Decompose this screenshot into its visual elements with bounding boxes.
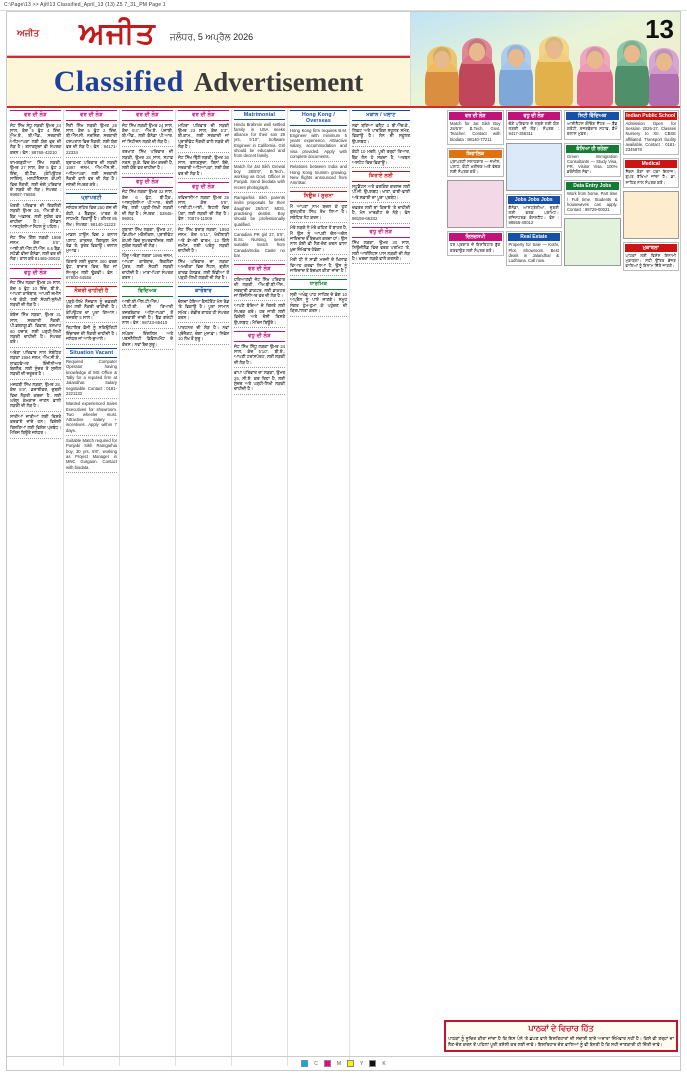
reader-notice-wrap xyxy=(444,1017,678,1052)
classified-ad-text: ਹਰਿਆਣਵੀ ਜੱਟ ਸਿੱਖ ਪਰਿਵਾਰ ਦੀ ਲੜਕੀ, ਐੱਮ.ਬੀ.ਬੀ.ਐੱਸ., ਸਰਕਾਰੀ ਡਾਕਟਰ, ਲਈ ਡਾਕਟਰ ਜਾਂ ਇੰਜੀਨੀਅਰ ਵਰ ਦੀ ਲੋੜ ਹੈ। xyxy=(234,276,285,299)
classified-ad-text: ਜੱਟ ਸਿੱਖ ਲੜਕਾ ਉਮਰ 29 ਸਾਲ, ਕੱਦ 5 ਫੁੱਟ 10 ਇੰਚ, ਬੀ.ਏ., ਆਪਣਾ ਕਾਰੋਬਾਰ, ਆਪਣੀ ਜ਼ਮੀਨ ਅਤੇ ਕੋਠੀ, ਲਈ ਸੋਹਣੀ-ਸੁਨੱਖੀ ਲੜਕੀ ਦੀ ਲੋੜ ਹੈ। xyxy=(10,280,61,307)
ad-separator xyxy=(290,187,347,188)
edge-marker: CMYK xyxy=(8,132,13,144)
block-heading: Matrimonial xyxy=(234,110,285,120)
classified-block xyxy=(178,286,229,344)
display-ad-title: ਦਿਲਚਸਪੀ xyxy=(449,233,502,241)
classified-ad-text: ਲੁਬਾਣਾ ਸਿੱਖ ਲੜਕਾ, ਉਮਰ 27, ਡਿਪਲੋਮਾ ਮਕੈਨੀਕਲ, ਪ੍ਰਾਈਵੇਟ ਕੰਪਨੀ ਵਿਚ ਸੁਪਰਵਾਈਜ਼ਰ, ਲਈ ਸੁਯੋਗ ਲੜਕੀ ਦੀ ਲੋੜ। xyxy=(122,226,173,248)
ad-separator xyxy=(10,438,61,439)
swatch-yellow xyxy=(347,1060,354,1067)
column-col3 xyxy=(120,110,176,1066)
page-number: 13 xyxy=(645,14,674,44)
ad-separator xyxy=(122,224,173,225)
illustration-figure-2 xyxy=(459,54,495,106)
ad-separator xyxy=(290,222,347,223)
classified-ad-text: ਬ੍ਰਾਹਮਣ ਪਰਿਵਾਰ ਦੀ ਲੜਕੀ 1997 ਜਨਮ, ਐੱਮ.ਐੱਸ.ਸੀ., ਅਧਿਆਪਕਾ, ਲਈ ਸਰਕਾਰੀ ਨੌਕਰੀ ਵਾਲੇ ਵਰ ਦੀ ਲੋੜ ਹੈ। ਜਲਦੀ ਸੰਪਰਕ ਕਰੋ। xyxy=(66,159,117,187)
ad-separator xyxy=(122,146,173,147)
classified-ad-text: ਸਾਰੀਆਂ ਜਾਤੀਆਂ ਲਈ ਰਿਸ਼ਤੇ ਕਰਵਾਏ ਜਾਂਦੇ ਹਨ। ਵਿਦੇਸ਼ੀ ਰਿਸ਼ਤਿਆਂ ਲਈ ਵਿਸ਼ੇਸ਼ ਪ੍ਰਬੰਧ। ਮੈਰਿਜ ਬਿਊਰੋ ਜਲੰਧਰ। xyxy=(10,413,61,436)
classified-ad-text: ਅਰੋੜਾ ਪਰਿਵਾਰ ਨਾਲ ਸੰਬੰਧਿਤ ਲੜਕਾ 1994 ਜਨਮ, ਐੱਮ.ਸੀ.ਏ., ਸਾਫ਼ਟਵੇਅਰ ਇੰਜੀਨੀਅਰ ਬੰਗਲੌਰ, ਲਈ ਸੁੰਦਰ ਤੇ ਸੁਸ਼ੀਲ ਲੜਕੀ ਦੀ ਜ਼ਰੂਰਤ ਹੈ। xyxy=(10,349,61,377)
ad-separator xyxy=(66,157,117,158)
block-heading: ਵਧੂ ਦੀ ਲੋੜ xyxy=(352,227,410,238)
classified-block xyxy=(234,331,285,395)
classified-ad-text: ਜੱਟ ਸਿੱਖ ਲੜਕਾ ਉਮਰ 32 ਸਾਲ, ਕੱਦ 6 ਫੁੱਟ, ਬੀ.ਟੈੱਕ., ਆਸਟ੍ਰੇਲੀਆ ਪੀ.ਆਰ., ਚੰਗੀ ਜੌਬ, ਲਈ ਪੜ੍ਹੀ-ਲਿਖੀ ਲੜਕੀ ਦੀ ਲੋੜ ਹੈ। ਸੰਪਰਕ : 62845-99001 xyxy=(122,189,173,222)
column-col6 xyxy=(288,110,350,1066)
page-sheet xyxy=(6,11,681,1071)
classified-ad-text: ਆਈ.ਈ.ਐੱਲ.ਟੀ.ਐੱਸ./ਪੀ.ਟੀ.ਈ. ਦੀ ਤਿਆਰੀ ਤਜਰਬੇਕਾਰ ਅਧਿਆਪਕਾਂ ਤੋਂ ਕਰਵਾਈ ਜਾਂਦੀ ਹੈ। ਬੈਂਡ ਗਰੰਟੀ ਨਾਲ। ਫੋਨ : 98723-65410 xyxy=(122,298,173,326)
classified-ad-text: ਪੜ੍ਹੇ-ਲਿਖੇ ਨੌਜਵਾਨ ਨੂੰ ਦਫ਼ਤਰੀ ਕੰਮ ਲਈ ਨੌਕਰੀ ਚਾਹੀਦੀ ਹੈ। ਕੰਪਿਊਟਰ ਦਾ ਪੂਰਾ ਗਿਆਨ। ਤਜਰਬਾ 5 ਸਾਲ। xyxy=(66,298,117,321)
masthead-title-row xyxy=(7,12,410,56)
color-ad-graphic[interactable] xyxy=(506,143,563,191)
ad-separator xyxy=(234,260,285,261)
ad-separator xyxy=(66,398,117,399)
display-ad-title: Jobs Jobs Jobs xyxy=(508,196,561,204)
block-heading: ਵਿਦਿਅਕ xyxy=(122,286,173,297)
display-ad-title: ਵਧੂ ਦੀ ਲੋੜ xyxy=(508,112,561,120)
display-ad-title: ਸ਼ਿਵਾਲਿਕ xyxy=(449,150,502,158)
ad-separator xyxy=(352,263,410,264)
display-ad[interactable] xyxy=(623,110,680,155)
classified-block xyxy=(178,182,229,283)
block-heading: ਵਰ ਦੀ ਲੋੜ xyxy=(66,110,117,121)
classified-block xyxy=(122,177,173,284)
column-col4 xyxy=(176,110,232,1066)
ad-separator xyxy=(10,309,61,310)
classified-ad-text: ਹਿੰਦੂ ਅਰੋੜਾ ਲੜਕਾ 1995 ਜਨਮ, ਆਪਣਾ ਕਾਰੋਬਾਰ, ਇਕਲੌਤਾ ਪੁੱਤਰ, ਲਈ ਸੋਹਣੀ ਲੜਕੀ ਚਾਹੀਦੀ ਹੈ। ਮਾਤਾ-ਪਿਤਾ ਸੰਪਰਕ ਕਰਨ। xyxy=(122,253,173,280)
classified-ad-text: Hong Kong firm requires B.M. Engineer with minimum 5 years experience. Attractive salary, accommodation and visa provided. Apply with complete documents. xyxy=(290,127,347,159)
classified-ad-text: ਆਪਣੇ ਬੱਚਿਆਂ ਦੇ ਰਿਸ਼ਤੇ ਲਈ ਸੰਪਰਕ ਕਰੋ। ਹਰ ਜਾਤੀ ਲਈ ਵਿਦੇਸ਼ੀ ਅਤੇ ਦੇਸੀ ਰਿਸ਼ਤੇ ਉਪਲਬਧ। ਮੈਰਿਜ ਬਿਊਰੋ। xyxy=(234,303,285,325)
classified-ad-text: ਨਵਾਂ ਬਣਿਆ ਫਲੈਟ 3 ਬੀ.ਐੱਚ.ਕੇ., ਲਿਫ਼ਟ ਅਤੇ ਪਾਰਕਿੰਗ ਸਹੂਲਤ ਸਮੇਤ, ਵਿਕਾਊ ਹੈ। ਲੋਨ ਦੀ ਸਹੂਲਤ ਉਪਲਬਧ। xyxy=(352,122,410,144)
ad-separator xyxy=(234,300,285,301)
ad-separator xyxy=(290,254,347,255)
block-heading: ਵਧੂ ਦੀ ਲੋੜ xyxy=(122,177,173,188)
ad-rail-column-3 xyxy=(564,110,621,274)
ad-separator xyxy=(352,202,410,203)
ad-separator xyxy=(178,322,229,323)
display-ad-title: ਕੰਨਿਆ ਹੀ ਰਹੇਗਾ xyxy=(566,145,619,153)
display-ad-title: Real Estate xyxy=(508,233,561,241)
block-heading: ਨੌਕਰੀ ਚਾਹੀਦੀ ਹੈ xyxy=(66,286,117,297)
swatch-label-k: K xyxy=(382,1060,386,1067)
block-heading: ਵਰ ਦੀ ਲੋੜ xyxy=(234,264,285,275)
classified-block xyxy=(234,110,285,261)
classified-block xyxy=(290,191,347,276)
classified-ad-text: ਸਪੋਕਨ ਇੰਗਲਿਸ਼ ਅਤੇ ਪਰਸਨੈਲਿਟੀ ਡਿਵੈਲਪਮੈਂਟ ਦੇ ਕੋਰਸ। ਨਵਾਂ ਬੈਚ ਸ਼ੁਰੂ। xyxy=(122,330,173,347)
ad-separator xyxy=(122,173,173,174)
display-ad-body: ਹਰ ਪ੍ਰਕਾਰ ਦੇ ਇਸ਼ਤਿਹਾਰ ਬੁੱਕ ਕਰਵਾਉਣ ਲਈ ਸੰਪਰਕ ਕਰੋ। xyxy=(450,242,501,253)
classified-block xyxy=(352,110,410,168)
classified-ad-text: ਜੱਟ ਸਿੱਖ ਗਿੱਲ ਲੜਕੀ 1998 ਜਨਮ, ਕੱਦ 5'5", ਆਈ.ਈ.ਐੱਲ.ਟੀ.ਐੱਸ. 6.5 ਬੈਂਡ, ਸਟੱਡੀ ਵੀਜ਼ਾ ਕੈਨੇਡਾ, ਲਈ ਵਰ ਦੀ ਲੋੜ। ਕਾਲ ਕਰੋ 81465-30022 xyxy=(10,234,61,262)
display-ad-body: ਚੰਗੇ ਪਰਿਵਾਰ ਦੇ ਲੜਕੇ ਲਈ ਯੋਗ ਲੜਕੀ ਦੀ ਲੋੜ। ਸੰਪਰਕ : 9417-256311 xyxy=(508,121,559,137)
classified-block xyxy=(178,110,229,179)
block-heading: ਵਧੂ ਦੀ ਲੋੜ xyxy=(178,182,229,193)
ad-separator xyxy=(178,178,229,179)
ad-separator xyxy=(122,349,173,350)
display-ad-title: ਮੁਕਾਬਲਾ xyxy=(625,244,678,252)
issue-date: ਜਲੰਧਰ, 5 ਅਪ੍ਰੈਲ 2026 xyxy=(169,32,254,42)
display-ad[interactable] xyxy=(506,231,563,266)
masthead-left xyxy=(7,12,411,106)
classified-ad-text: Hindu Brahmin well settled family in USA seeks alliance for their son 29 yrs, 5'10", Software Engineer in California. Girl should be educated and from decent family. xyxy=(234,121,285,159)
masthead xyxy=(7,12,680,108)
reader-notice-title: ਪਾਠਕਾਂ ਦੇ ਵਿਚਾਰ ਹਿੱਤ xyxy=(528,1024,594,1033)
ad-separator xyxy=(66,344,117,345)
classified-ad-text: ਜੱਟ ਸਿੱਖ ਬਰਾੜ ਲੜਕਾ, 1993 ਜਨਮ, ਕੱਦ 5'11", ਖੇਤੀਬਾੜੀ ਅਤੇ ਡੇਅਰੀ ਫਾਰਮ, 12 ਕਿੱਲੇ ਜ਼ਮੀਨ, ਲਈ ਘਰੇਲੂ ਲੜਕੀ ਚਾਹੀਦੀ ਹੈ। xyxy=(178,226,229,254)
paper-name: ਅਜੀਤ xyxy=(79,16,156,50)
display-ad-body: ਪ੍ਰਾਪਰਟੀ ਸਲਾਹਕਾਰ — ਜ਼ਮੀਨ, ਪਲਾਟ, ਕੋਠੀ ਖ਼ਰੀਦਣ ਅਤੇ ਵੇਚਣ ਲਈ ਸੰਪਰਕ ਕਰੋ। xyxy=(450,158,501,175)
classified-ad-text: ਰਿਟਾਇਰ ਫ਼ੌਜੀ ਨੂੰ ਸਕਿਉਰਿਟੀ ਇੰਚਾਰਜ ਦੀ ਨੌਕਰੀ ਚਾਹੀਦੀ ਹੈ। ਜਲੰਧਰ ਜਾਂ ਆਲੇ-ਦੁਆਲੇ। xyxy=(66,325,117,342)
ad-separator xyxy=(290,316,347,317)
classified-ad-text: ਸਿੱਖ ਲੜਕਾ, ਉਮਰ 30 ਸਾਲ, ਨਿਊਜ਼ੀਲੈਂਡ ਵਿਚ ਵਰਕ ਪਰਮਿਟ 'ਤੇ, ਲਈ ਆਈਲੈਟਸ ਪਾਸ ਲੜਕੀ ਦੀ ਲੋੜ ਹੈ। ਖ਼ਰਚਾ ਲੜਕੇ ਵਾਲੇ ਕਰਨਗੇ। xyxy=(352,239,410,261)
ad-separator xyxy=(66,282,117,283)
ad-separator xyxy=(290,275,347,276)
block-heading: ਮਕਾਨ / ਪਲਾਟ xyxy=(352,110,410,121)
ad-separator xyxy=(10,264,61,265)
column-col7 xyxy=(350,110,412,1066)
display-ad-body: Property for Sale — Kothi, Plot, Showroom. Best deals in Jalandhar & Ludhiana. Call now. xyxy=(508,242,559,264)
ad-separator xyxy=(352,167,410,168)
classified-ad-text: ਮੇਰੀ ਧੀ ਨੇ ਸਾਡੀ ਮਰਜ਼ੀ ਦੇ ਖ਼ਿਲਾਫ਼ ਵਿਆਹ ਕਰਵਾ ਲਿਆ ਹੈ, ਉਸ ਨੂੰ ਜਾਇਦਾਦ ਤੋਂ ਬੇਦਖ਼ਲ ਕੀਤਾ ਜਾਂਦਾ ਹੈ। xyxy=(290,257,347,274)
classified-ad-text: Wanted experienced Sales Executives for showroom. Two wheeler must. Attractive salary + incentives. Apply within 7 days. xyxy=(66,401,117,433)
classified-ad-text: ਸੈਣੀ ਸਿੱਖ ਲੜਕੀ ਉਮਰ 26 ਸਾਲ, ਕੱਦ 5 ਫੁੱਟ 2 ਇੰਚ, ਬੀ.ਐੱਸ.ਸੀ. ਨਰਸਿੰਗ, ਸਰਕਾਰੀ ਹਸਪਤਾਲ ਵਿਚ ਨੌਕਰੀ, ਲਈ ਯੋਗ ਵਰ ਦੀ ਲੋੜ ਹੈ। ਫੋਨ : 94171-22334 xyxy=(66,122,117,155)
display-ad-body: ਆਈਲੈਟਸ ਕੋਚਿੰਗ ਸੈਂਟਰ — ਬੈਂਡ ਗਰੰਟੀ, ਤਜਰਬੇਕਾਰ ਸਟਾਫ਼, ਡੈਮੋ ਕਲਾਸ ਮੁਫ਼ਤ। xyxy=(567,121,618,137)
ad-separator xyxy=(178,282,229,283)
display-ad-body: Work from home. Part time / Full time. Students & housewives can apply. Contact : 98729-00021 xyxy=(567,191,618,213)
ad-rail-column-2 xyxy=(506,110,563,274)
classified-block xyxy=(352,171,410,224)
swatch-label-c: C xyxy=(314,1060,318,1067)
block-heading: ਵਰ ਦੀ ਲੋੜ xyxy=(178,110,229,121)
color-bar xyxy=(7,1056,680,1070)
classified-ad-text: ਪਾਰਟਨਰ ਦੀ ਲੋੜ ਹੈ। ਨਵਾਂ ਪ੍ਰੋਜੈਕਟ, ਚੰਗਾ ਮੁਨਾਫ਼ਾ। ਨਿਵੇਸ਼ 10 ਲੱਖ ਤੋਂ ਸ਼ੁਰੂ। xyxy=(178,325,229,342)
display-ad[interactable] xyxy=(623,242,680,272)
illustration-figure-5 xyxy=(577,62,613,106)
column-col5 xyxy=(232,110,288,1066)
illustration-figure-4 xyxy=(535,52,573,106)
display-ad[interactable] xyxy=(506,194,563,229)
classified-ad-text: ਜੱਟ ਸਿੱਖ ਸੰਧੂ ਲੜਕੀ ਉਮਰ 24 ਸਾਲ, ਕੱਦ 5 ਫੁੱਟ 4 ਇੰਚ, ਐਮ.ਏ., ਬੀ.ਐੱਡ., ਸਰਕਾਰੀ ਅਧਿਆਪਕਾ ਲਈ ਯੋਗ ਵਰ ਦੀ ਲੋੜ ਹੈ। ਤਲਾਕਸ਼ੁਦਾ ਵੀ ਸੰਪਰਕ ਕਰਨ। ਫੋਨ : 98765-43210 xyxy=(10,122,61,155)
ad-separator xyxy=(66,322,117,323)
classified-block xyxy=(66,348,117,473)
classified-block xyxy=(10,110,61,265)
swatch-label-m: M xyxy=(336,1060,342,1067)
display-ad-title: ਸਿਟੀ ਵਿੱਦਿਅਕ xyxy=(566,112,619,120)
block-heading: ਵਰ ਦੀ ਲੋੜ xyxy=(10,110,61,121)
ad-rail-column-1 xyxy=(447,110,504,274)
ad-separator xyxy=(234,229,285,230)
classified-block xyxy=(290,110,347,188)
classified-ad-text: ਭਾਪਾ ਪਰਿਵਾਰ ਦਾ ਲੜਕਾ, ਉਮਰ 25, ਸੀ.ਏ. ਕਰ ਰਿਹਾ ਹੈ, ਲਈ ਸੁੰਦਰ ਅਤੇ ਪੜ੍ਹੀ-ਲਿਖੀ ਲੜਕੀ ਚਾਹੀਦੀ ਹੈ। xyxy=(234,370,285,392)
classified-ad-text: ਜੱਟ ਸਿੱਖ ਢਿੱਲੋਂ ਲੜਕੀ, ਉਮਰ 30 ਸਾਲ, ਤਲਾਕਸ਼ੁਦਾ, ਬਿਨਾਂ ਬੱਚੇ, ਸਰਕਾਰੀ ਅਧਿਆਪਕਾ, ਲਈ ਯੋਗ ਵਰ ਦੀ ਲੋੜ ਹੈ। xyxy=(178,154,229,176)
ad-separator xyxy=(234,367,285,368)
display-ad[interactable] xyxy=(447,148,504,178)
paper-badge: ਅਜੀਤ xyxy=(17,28,40,38)
classified-ad-text: ਤਰਖਾਣ ਸਿੱਖ ਪਰਿਵਾਰ ਦੀ ਲੜਕੀ, ਉਮਰ 28 ਸਾਲ, ਸਟਾਫ਼ ਨਰਸ, ਯੂ.ਕੇ. ਵਿਚ ਕੰਮ ਕਰਦੀ ਹੈ, ਲਈ ਯੋਗ ਵਰ ਚਾਹੀਦਾ ਹੈ। xyxy=(122,149,173,171)
classified-ad-text: Suitable Match required for Punjabi Sikh Ramgarhia boy, 30 yrs, 5'8", working as Project Manager in MNC Gurgaon. Contact with biodata. xyxy=(66,438,117,470)
masthead-illustration xyxy=(411,12,680,106)
display-ad-body: ਕੈਨੇਡਾ, ਆਸਟ੍ਰੇਲੀਆ, ਦੁਬਈ ਲਈ ਵਰਕ ਪਰਮਿਟ। ਰਜਿਸਟਰਡ ਕੰਸਲਟੈਂਟ। ਫੋਨ : 98555-40012 xyxy=(508,204,559,226)
ad-separator xyxy=(66,256,117,257)
classified-ad-text: ਚੱਲਦਾ ਹੋਇਆ ਰੈਸਟੋਰੈਂਟ ਮੇਨ ਰੋਡ 'ਤੇ ਵਿਕਾਊ ਹੈ। ਪੂਰਾ ਸਾਮਾਨ ਸਮੇਤ। ਗੰਭੀਰ ਗਾਹਕ ਹੀ ਸੰਪਰਕ ਕਰਨ। xyxy=(178,298,229,321)
color-ad-graphic[interactable] xyxy=(623,191,680,239)
illustration-figure-3 xyxy=(499,60,533,106)
illustration-figure-6 xyxy=(615,56,649,106)
classified-ad-text: ਜੱਟ ਸਿੱਖ ਸਿੱਧੂ ਲੜਕਾ ਉਮਰ 34 ਸਾਲ, ਕੱਦ 5'10", ਬੀ.ਏ., ਆਪਣੀ ਟਰਾਂਸਪੋਰਟ, ਲਈ ਲੜਕੀ ਦੀ ਲੋੜ ਹੈ। xyxy=(234,343,285,365)
ad-rail-column-4 xyxy=(623,110,680,274)
display-ad[interactable] xyxy=(623,158,680,188)
display-ad[interactable] xyxy=(564,180,621,215)
block-heading: ਵਧੂ ਦੀ ਲੋੜ xyxy=(10,268,61,279)
color-ad-graphic[interactable] xyxy=(564,218,621,266)
classified-ad-text: Required Computer Operator having knowledge of MS Office & Tally for a reputed firm at Jalandhar. Salary negotiable. Contact : 0181-2221133 xyxy=(66,359,117,396)
ad-separator xyxy=(10,200,61,201)
block-heading: ਕਿਰਾਏ ਲਈ xyxy=(352,171,410,182)
classified-ad-text: ਮਜ਼ਹਬੀ ਸਿੱਖ ਲੜਕਾ, ਉਮਰ 28, ਕੱਦ 5'9", ਡਰਾਈਵਰ, ਦੁਬਈ ਵਿਚ ਨੌਕਰੀ ਕਰਦਾ ਹੈ, ਲਈ ਘਰੇਲੂ ਕੰਮਕਾਜ ਜਾਣਨ ਵਾਲੀ ਲੜਕੀ ਦੀ ਲੋੜ ਹੈ। xyxy=(10,381,61,409)
ad-separator xyxy=(178,344,229,345)
classified-ad-text: ਰਵਿਦਾਸੀਆ ਲੜਕਾ ਉਮਰ 26 ਸਾਲ, ਕੱਦ 5'8", ਆਈ.ਟੀ.ਆਈ., ਇਟਲੀ ਵਿਚ ਪੱਕਾ, ਲਈ ਲੜਕੀ ਦੀ ਲੋੜ ਹੈ। ਫੋਨ : 70874-11009 xyxy=(178,194,229,222)
classified-banner xyxy=(7,56,410,106)
ad-separator xyxy=(290,161,347,162)
classified-ad-text: ਰਾਮਗੜ੍ਹੀਆ ਸਿੱਖ ਲੜਕੀ, ਉਮਰ 27 ਸਾਲ, ਕੱਦ 5 ਫੁੱਟ 3 ਇੰਚ, ਬੀ.ਟੈੱਕ. (ਕੰਪਿਊਟਰ ਸਾਇੰਸ), ਮਲਟੀਨੈਸ਼ਨਲ ਕੰਪਨੀ ਵਿਚ ਨੌਕਰੀ, ਲਈ ਚੰਗੇ ਪਰਿਵਾਰ ਦੇ ਲੜਕੇ ਦੀ ਲੋੜ। ਸੰਪਰਕ : 99887-76655 xyxy=(10,159,61,198)
ad-separator xyxy=(178,256,229,257)
display-ad[interactable] xyxy=(447,110,504,145)
classified-ad-text: ਮੇਰੇ ਲੜਕੇ ਨੇ ਮੇਰੇ ਕਹਿਣ ਤੋਂ ਬਾਹਰ ਹੈ, ਮੈਂ ਉਸ ਨੂੰ ਆਪਣੀ ਚੱਲ-ਅਚੱਲ ਜਾਇਦਾਦ ਤੋਂ ਬੇਦਖ਼ਲ ਕਰਦਾ ਹਾਂ। ਉਸ ਨਾਲ ਕੋਈ ਵੀ ਲੈਣ-ਦੇਣ ਕਰਨ ਵਾਲਾ ਖ਼ੁਦ ਜ਼ਿੰਮੇਵਾਰ ਹੋਵੇਗਾ। xyxy=(290,225,347,252)
illustration-figure-7 xyxy=(649,64,679,106)
ad-separator xyxy=(10,157,61,158)
classified-ad-text: ਜੱਟ ਸਿੱਖ ਲੜਕੀ ਉਮਰ 24 ਸਾਲ, ਕੱਦ 5'4", ਐੱਮ.ਏ. ਪੰਜਾਬੀ, ਬੀ.ਐੱਡ., ਲਈ ਕੈਨੇਡਾ ਪੀ.ਆਰ. ਜਾਂ ਸਿਟੀਜ਼ਨ ਲੜਕੇ ਦੀ ਲੋੜ ਹੈ। xyxy=(122,122,173,144)
classified-block xyxy=(66,110,117,190)
ad-separator xyxy=(178,224,229,225)
classified-ad-text: ਕੰਬੋਜ ਸਿੱਖ ਲੜਕਾ, ਉਮਰ 31 ਸਾਲ, ਸਰਕਾਰੀ ਨੌਕਰੀ, ਪੀ.ਡਬਲਯੂ.ਡੀ. ਵਿਭਾਗ, ਤਨਖਾਹ 60 ਹਜ਼ਾਰ, ਲਈ ਪੜ੍ਹੀ-ਲਿਖੀ ਲੜਕੀ ਚਾਹੀਦੀ ਹੈ। ਸੰਪਰਕ ਕਰੋ। xyxy=(10,312,61,345)
classified-block xyxy=(122,286,173,350)
classified-block xyxy=(352,227,410,264)
ad-separator xyxy=(234,192,285,193)
block-heading: Hong Kong / Overseas xyxy=(290,110,347,126)
ad-separator xyxy=(66,189,117,190)
banner-advertisement: Advertisement xyxy=(193,66,364,97)
classified-ad-text: ਕਿਰਾਏ ਲਈ ਦੁਕਾਨ 300 ਵਰਗ ਫੁੱਟ, ਬਾਜ਼ਾਰ ਵਿਚ, ਬੈਂਕ ਜਾਂ ਸ਼ੋਅਰੂਮ ਲਈ ਢੁੱਕਵੀਂ। ਫੋਨ : 97800-44556 xyxy=(66,258,117,280)
block-heading: ਕਾਰੋਬਾਰ xyxy=(178,286,229,297)
advertisement-rail xyxy=(445,110,679,274)
column-col1 xyxy=(8,110,64,1066)
classified-ad-text: ਮਾਡਲ ਟਾਊਨ ਵਿਚ 2 ਕਨਾਲ ਪਲਾਟ, ਕਾਰਨਰ, ਬਿਲਕੁਲ ਮੇਨ ਰੋਡ 'ਤੇ, ਤੁਰੰਤ ਵਿਕਾਊ। ਦਲਾਲ ਮੁਆਫ਼। xyxy=(66,232,117,254)
ad-separator xyxy=(352,146,410,147)
classified-ad-text: ਮਹਿਰਾ ਪਰਿਵਾਰ ਦੀ ਲੜਕੀ ਉਮਰ 23 ਸਾਲ, ਕੱਦ 5'3", ਬੀ.ਕਾਮ., ਲਈ ਸਰਕਾਰੀ ਜਾਂ ਪ੍ਰਾਈਵੇਟ ਨੌਕਰੀ ਵਾਲੇ ਲੜਕੇ ਦੀ ਲੋੜ ਹੈ। xyxy=(178,122,229,150)
block-heading: ਵਧੂ ਦੀ ਲੋੜ xyxy=(234,331,285,342)
ad-separator xyxy=(122,328,173,329)
display-ad-body: ਸੈਕਸ ਰੋਗਾਂ ਦਾ ਪੱਕਾ ਇਲਾਜ। ਗੁਪਤ ਰੱਖਿਆ ਜਾਂਦਾ ਹੈ। ਡਾ. ਸਾਹਿਬ ਨਾਲ ਸੰਪਰਕ ਕਰੋ। xyxy=(625,169,676,185)
ad-separator xyxy=(66,435,117,436)
ad-separator xyxy=(122,250,173,251)
ad-separator xyxy=(10,411,61,412)
ad-separator xyxy=(234,161,285,162)
print-header: C:\Page\13 >> Ajit\13 Classified_April_13 (13) Z5 7_31_PM Page 1 xyxy=(0,0,687,11)
reader-notice xyxy=(444,1020,678,1052)
block-heading: ਧਾਰਮਿਕ xyxy=(290,279,347,290)
classified-ad-text: Canadian PR girl 27, 5'5", B.Sc. Nursing, seeks suitable match from Canada/India. Caste no bar. xyxy=(234,231,285,259)
swatch-black xyxy=(369,1060,376,1067)
color-ad-graphic[interactable] xyxy=(447,180,504,228)
classified-block xyxy=(66,193,117,283)
display-ad[interactable] xyxy=(564,110,621,140)
classified-block xyxy=(122,110,173,174)
display-ad-title: Medical xyxy=(625,160,678,168)
classified-ad-text: ਮੈਂ ਆਪਣਾ ਨਾਮ ਬਦਲ ਕੇ ਹੁਣ ਗੁਰਪ੍ਰੀਤ ਸਿੰਘ ਰੱਖ ਲਿਆ ਹੈ। ਸਬੰਧਿਤ ਨੋਟ ਕਰਨ। xyxy=(290,203,347,220)
display-ad-body: Green Immigration Consultants — Study Visa, PR, Visitor Visa. 100% ਭਰੋਸੇਯੋਗ ਸੇਵਾ। xyxy=(567,153,618,175)
classified-ad-text: ਜਲੰਧਰ ਸ਼ਹਿਰ ਵਿਚ 250 ਗਜ਼ ਦੀ ਕੋਠੀ, 4 ਬੈੱਡਰੂਮ, ਪਾਰਕ ਦੇ ਸਾਹਮਣੇ, ਵਿਕਾਊ ਹੈ। ਕੀਮਤ 85 ਲੱਖ। ਸੰਪਰਕ : 98140-11223 xyxy=(66,205,117,227)
display-ad-body: Admission Open for Session 2026-27. Classes Nursery to XII. CBSE affiliated. Transport facility available. Contact : 0181-2345678 xyxy=(625,121,676,153)
ad-separator xyxy=(234,327,285,328)
classified-ad-text: Relations between India and Hong Kong tourism growing. New flights announced from Amritsar. xyxy=(290,164,347,186)
classified-ad-text: Match for Jat Sikh Grewal boy 28/5'9", B.Tech., working as Govt. Officer in Punjab. Send biodata with recent photograph. xyxy=(234,163,285,190)
display-ad[interactable] xyxy=(447,231,504,255)
ad-separator xyxy=(10,379,61,380)
classified-block xyxy=(234,264,285,328)
column-col2 xyxy=(64,110,120,1066)
block-heading: ਨਿਊਜ਼ / ਸੂਚਨਾ xyxy=(290,191,347,202)
ad-separator xyxy=(10,347,61,348)
ad-separator xyxy=(178,152,229,153)
classified-ad-text: ਸਿੱਖ ਪਰਿਵਾਰ ਦਾ ਲੜਕਾ ਅਮਰੀਕਾ ਵਿਚ ਸੈਟਲ, ਗ੍ਰੀਨ ਕਾਰਡ ਹੋਲਡਰ, ਲਈ ਇੰਡੀਆ ਤੋਂ ਪੜ੍ਹੀ-ਲਿਖੀ ਲੜਕੀ ਦੀ ਲੋੜ ਹੈ। xyxy=(178,258,229,280)
classified-ad-text: ਸਟੂਡੈਂਟਸ ਅਤੇ ਵਰਕਿੰਗ ਗਰਲਜ਼ ਲਈ ਪੀ.ਜੀ. ਉਪਲਬਧ। ਖਾਣਾ, ਵਾਈ-ਫਾਈ ਅਤੇ ਸਫ਼ਾਈ ਦਾ ਪੂਰਾ ਪ੍ਰਬੰਧ। xyxy=(352,183,410,200)
swatch-magenta xyxy=(324,1060,331,1067)
classified-block xyxy=(66,286,117,344)
display-ad-body: ਪਾਠਕਾਂ ਲਈ ਵਿਸ਼ੇਸ਼ ਇਨਾਮੀ ਮੁਕਾਬਲਾ। ਸਹੀ ਉੱਤਰ ਭੇਜਣ ਵਾਲਿਆਂ ਨੂੰ ਇਨਾਮ ਦਿੱਤੇ ਜਾਣਗੇ। xyxy=(625,252,676,269)
swatch-label-y: Y xyxy=(360,1060,364,1067)
block-heading: ਵਰ ਦੀ ਲੋੜ xyxy=(122,110,173,121)
display-ad-title: ਵਰ ਦੀ ਲੋੜ xyxy=(449,112,502,120)
classified-ad-text: ਕੋਠੀ 10 ਮਰਲੇ, ਪੂਰੀ ਤਰ੍ਹਾਂ ਤਿਆਰ, ਬੈਂਕ ਲੋਨ ਹੋ ਸਕਦਾ ਹੈ, ਅਰਬਨ ਅਸਟੇਟ ਵਿਚ ਵਿਕਾਊ। xyxy=(352,149,410,165)
banner-classified: Classified xyxy=(53,65,184,98)
display-ad-title: Data Entry Jobs xyxy=(566,182,619,190)
display-ad[interactable] xyxy=(506,110,563,140)
illustration-figure-1 xyxy=(425,62,459,106)
ad-separator xyxy=(352,223,410,224)
classified-block xyxy=(10,268,61,439)
classified-block xyxy=(290,279,347,316)
classified-ad-text: ਸ੍ਰੀ ਅਖੰਡ ਪਾਠ ਸਾਹਿਬ ਦੇ ਭੋਗ 10 ਅਪ੍ਰੈਲ ਨੂੰ ਪਾਏ ਜਾਣਗੇ। ਸਮੂਹ ਸੰਗਤ ਹੁੰਮ-ਹੁਮਾ ਕੇ ਪਹੁੰਚਣ ਦੀ ਕ੍ਰਿਪਾਲਤਾ ਕਰਨ। xyxy=(290,291,347,314)
ad-separator xyxy=(234,394,285,395)
ad-separator xyxy=(66,229,117,230)
swatch-cyan xyxy=(301,1060,308,1067)
display-ad[interactable] xyxy=(564,143,621,178)
display-ad-body: Match for Jat Sikh Boy 28/5'9" B.Tech. Govt. Teacher. Contact with biodata : 98140-77211 xyxy=(450,121,501,142)
classified-ad-text: ਦਫ਼ਤਰ ਲਈ ਥਾਂ ਕਿਰਾਏ 'ਤੇ ਚਾਹੀਦੀ ਹੈ, ਮੇਨ ਮਾਰਕੀਟ ਦੇ ਨੇੜੇ। ਫੋਨ 98159-66332 xyxy=(352,205,410,221)
ad-separator xyxy=(122,282,173,283)
ad-separator xyxy=(10,232,61,233)
reader-notice-body: ਪਾਠਕਾਂ ਨੂੰ ਸੂਚਿਤ ਕੀਤਾ ਜਾਂਦਾ ਹੈ ਕਿ ਇਸ ਪੰਨੇ 'ਤੇ ਛਪਣ ਵਾਲੇ ਇਸ਼ਤਿਹਾਰਾਂ ਦੀ ਸਚਾਈ ਬਾਰੇ ਅਦਾਰਾ ਜ਼ਿੰਮੇਵਾਰ ਨਹੀਂ ਹੈ। ਕਿਸੇ ਵੀ ਤਰ੍ਹਾਂ ਦਾ ਲੈਣ-ਦੇਣ ਕਰਨ ਤੋਂ ਪਹਿਲਾਂ ਪੂਰੀ ਤਸੱਲੀ ਕਰ ਲਈ ਜਾਵੇ। ਇਸ਼ਤਿਹਾਰ ਦੇਣ ਵਾਲਿਆਂ ਨੂੰ ਵੀ ਬੇਨਤੀ ਹੈ ਕਿ ਸਹੀ ਜਾਣਕਾਰੀ ਹੀ ਦਿੱਤੀ ਜਾਵੇ। xyxy=(448,1036,674,1047)
ad-separator xyxy=(66,472,117,473)
block-heading: Situation Vacant xyxy=(66,348,117,358)
classified-ad-text: Ramgarhia Sikh parents invite proposals for their daughter 26/5'4", MDS, practising dentist. Boy should be professionally qualified. xyxy=(234,195,285,227)
block-heading: ਪ੍ਰਾਪਰਟੀ xyxy=(66,193,117,204)
display-ad-title: Indian Public School xyxy=(626,113,676,119)
classified-ad-text: ਖੱਤਰੀ ਪਰਿਵਾਰ ਦੀ ਇਕਲੌਤੀ ਲੜਕੀ ਉਮਰ 25, ਐੱਮ.ਬੀ.ਏ., ਬੈਂਕ ਅਫ਼ਸਰ, ਲਈ ਸੁਯੋਗ ਵਰ ਚਾਹੀਦਾ ਹੈ। ਕੈਨੇਡਾ/ਆਸਟ੍ਰੇਲੀਆ ਸੈਟਲ ਨੂੰ ਪਹਿਲ। xyxy=(10,202,61,230)
